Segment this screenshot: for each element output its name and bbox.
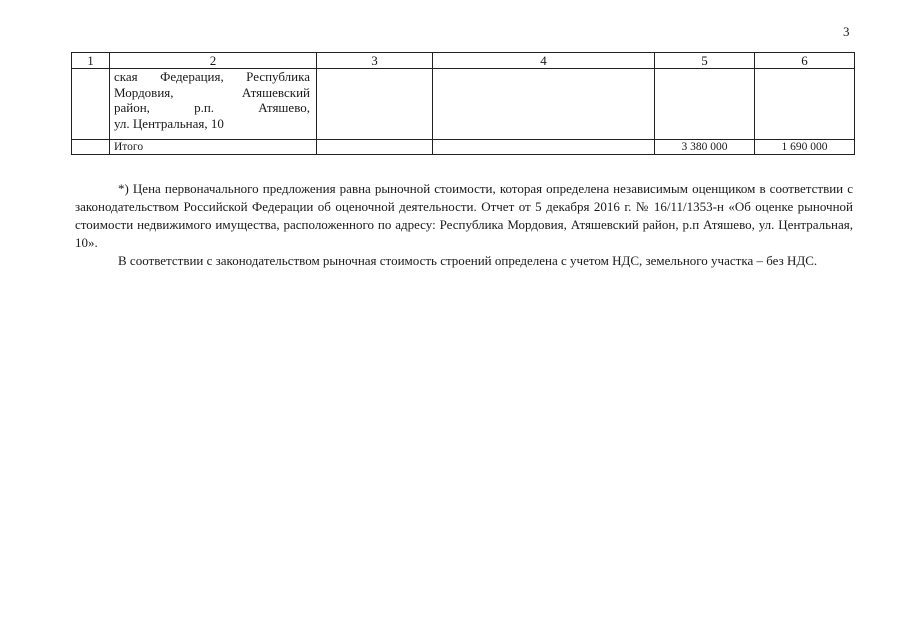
address-line: ская Федерация, Республика <box>114 69 310 84</box>
address-line: ул. Центральная, 10 <box>114 115 224 131</box>
total-row <box>72 140 855 155</box>
address-line: Мордовия, Атяшевский <box>114 84 310 100</box>
total-value-col6: 1 690 000 <box>755 140 855 155</box>
row-cell-6 <box>755 69 855 140</box>
total-cell-3 <box>317 140 433 155</box>
page-number: 3 <box>843 24 850 39</box>
address-line: район, р.п. Атяшево, <box>114 100 310 115</box>
total-cell-1 <box>72 140 110 155</box>
note-paragraph-2: В соответствии с законодательством рыночная стоимость строений определена с учетом НДС, земельного участка – без НДС. <box>118 253 818 268</box>
property-table <box>71 52 855 155</box>
total-cell-4 <box>433 140 655 155</box>
notes-section <box>75 180 853 270</box>
row-cell-5 <box>655 69 755 140</box>
row-cell-3 <box>317 69 433 140</box>
table-header-row <box>72 53 855 69</box>
header-col-2: 2 <box>110 53 317 69</box>
row-cell-4 <box>433 69 655 140</box>
row-cell-1 <box>72 69 110 140</box>
header-col-1: 1 <box>72 53 110 69</box>
header-col-3: 3 <box>317 53 433 69</box>
header-col-6: 6 <box>755 53 855 69</box>
address-cell <box>110 69 317 140</box>
total-value-col5: 3 380 000 <box>655 140 755 155</box>
note-paragraph-1: *) Цена первоначального предложения равна рыночной стоимости, которая определена независимым оценщиком в соответствии с законодательством Российской Федерации об оценочной деятельности. Отчет от 5 декабря 2016 г. № 16/11/1353-н «Об оценке рыночной стоимости недвижимого имущества, расположенного по адресу: Республика Мордовия, Атяшевский район, р.п Атяшево, ул. Центральная, 10». <box>75 181 853 250</box>
header-col-4: 4 <box>433 53 655 69</box>
total-label: Итого <box>110 140 317 155</box>
header-col-5: 5 <box>655 53 755 69</box>
table-row <box>72 69 855 140</box>
